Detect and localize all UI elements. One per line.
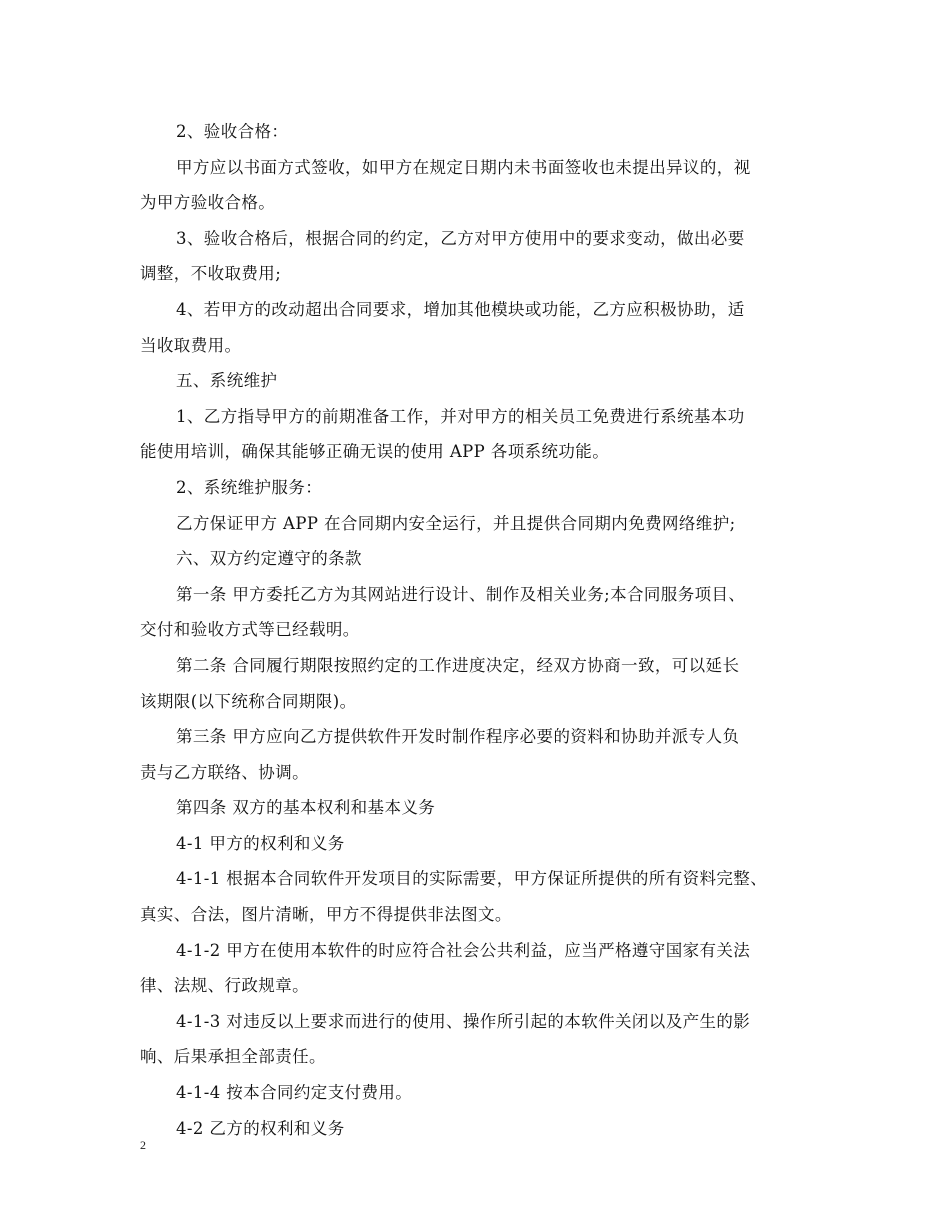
- text-line: 4-1-3 对违反以上要求而进行的使用、操作所引起的本软件关闭以及产生的影: [176, 1011, 751, 1031]
- text-line: 第三条 甲方应向乙方提供软件开发时制作程序必要的资料和协助并派专人负: [176, 727, 740, 747]
- text-line: 4-1-1 根据本合同软件开发项目的实际需要，甲方保证所提供的所有资料完整、: [176, 869, 768, 889]
- text-line: 调整，不收取费用;: [140, 264, 282, 284]
- text-line: 1、乙方指导甲方的前期准备工作，并对甲方的相关员工免费进行系统基本功: [176, 406, 745, 426]
- text-line: 为甲方验收合格。: [140, 193, 276, 213]
- text-line: 第一条 甲方委托乙方为其网站进行设计、制作及相关业务;本合同服务项目、: [176, 584, 746, 604]
- text-line: 责与乙方联络、协调。: [140, 762, 309, 782]
- text-line: 律、法规、行政规章。: [140, 976, 309, 996]
- text-line: 4-1-4 按本合同约定支付费用。: [176, 1083, 413, 1103]
- text-line: 响、后果承担全部责任。: [140, 1047, 326, 1067]
- text-line: 五、系统维护: [176, 371, 278, 391]
- text-line: 乙方保证甲方 APP 在合同期内安全运行，并且提供合同期内免费网络维护;: [176, 513, 736, 533]
- text-line: 六、双方约定遵守的条款: [176, 549, 362, 569]
- text-line: 2、系统维护服务：: [176, 477, 323, 497]
- text-line: 4-1 甲方的权利和义务: [176, 833, 345, 853]
- text-line: 第二条 合同履行期限按照约定的工作进度决定，经双方协商一致，可以延长: [176, 655, 740, 675]
- text-line: 4、若甲方的改动超出合同要求，增加其他模块或功能，乙方应积极协助，适: [176, 299, 745, 319]
- text-line: 甲方应以书面方式签收，如甲方在规定日期内未书面签收也未提出异议的，视: [176, 157, 751, 177]
- text-line: 交付和验收方式等已经载明。: [140, 620, 360, 640]
- text-line: 4-2 乙方的权利和义务: [176, 1118, 345, 1138]
- text-line: 2、验收合格：: [176, 122, 289, 141]
- text-line: 4-1-2 甲方在使用本软件的时应符合社会公共利益，应当严格遵守国家有关法: [176, 940, 751, 960]
- document-body: [140, 114, 812, 1146]
- page-number: 2: [140, 1138, 146, 1152]
- text-line: 第四条 双方的基本权利和基本义务: [176, 798, 436, 818]
- text-line: 能使用培训，确保其能够正确无误的使用 APP 各项系统功能。: [140, 442, 610, 462]
- text-line: 当收取费用。: [140, 335, 242, 355]
- text-line: 真实、合法，图片清晰，甲方不得提供非法图文。: [140, 905, 512, 925]
- text-line: 3、验收合格后，根据合同的约定，乙方对甲方使用中的要求变动，做出必要: [176, 228, 745, 248]
- text-line: 该期限(以下统称合同期限)。: [140, 691, 357, 711]
